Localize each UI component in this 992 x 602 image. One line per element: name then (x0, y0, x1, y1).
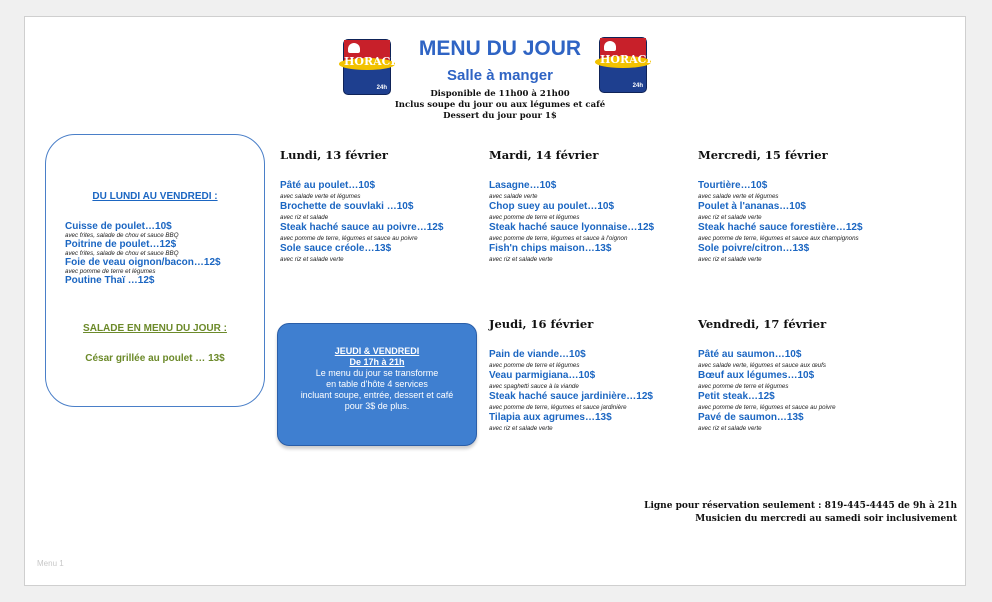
item-description: avec riz et salade verte (489, 425, 553, 432)
menu-title: MENU DU JOUR (418, 37, 582, 60)
item-description: avec pomme de terre, légumes et sauce au poivre (698, 404, 836, 411)
special-text: incluant soupe, entrée, dessert et café (300, 390, 454, 400)
dessert-line: Dessert du jour pour 1$ (443, 111, 557, 121)
hours-line: Disponible de 11h00 à 21h00 (430, 89, 570, 99)
list-item: Fish'n chips maison…13$ (489, 243, 612, 254)
list-item: Pain de viande…10$ (489, 349, 586, 360)
salad-heading: SALADE EN MENU DU JOUR : (83, 323, 227, 334)
list-item: Sole poivre/citron…13$ (698, 243, 810, 254)
special-text: Le menu du jour se transforme (315, 368, 439, 378)
list-item: Poitrine de poulet…12$ (65, 239, 177, 250)
item-description: avec riz et salade verte (280, 256, 344, 263)
list-item: Chop suey au poulet…10$ (489, 201, 615, 212)
item-description: avec pomme de terre et légumes (489, 214, 580, 221)
list-item: Tilapia aux agrumes…13$ (489, 412, 612, 423)
restaurant-logo-right: HORACE 24h (599, 37, 647, 93)
list-item: Veau parmigiana…10$ (489, 370, 596, 381)
item-description: avec spaghetti sauce à la viande (489, 383, 579, 390)
item-description: avec riz et salade verte (698, 256, 762, 263)
item-description: avec riz et salade verte (489, 256, 553, 263)
reservation-line: Ligne pour réservation seulement : 819-445-4445 de 9h à 21h (644, 501, 957, 511)
day-menu-tuesday (489, 180, 689, 264)
item-description: avec salade verte et légumes (280, 193, 361, 200)
day-menu-thursday (489, 349, 689, 433)
item-description: avec pomme de terre, légumes et sauce à l'oignon (489, 235, 628, 242)
item-description: avec salade verte (489, 193, 538, 200)
list-item: Steak haché sauce forestière…12$ (698, 222, 863, 233)
day-menu-wednesday (698, 180, 898, 264)
page-label: Menu 1 (37, 559, 64, 568)
day-title-wednesday: Mercredi, 15 février (698, 148, 828, 162)
list-item: Cuisse de poulet…10$ (65, 221, 172, 232)
special-hours: De 17h à 21h (349, 357, 405, 367)
day-title-tuesday: Mardi, 14 février (489, 148, 599, 162)
musician-line: Musicien du mercredi au samedi soir inclusivement (695, 514, 957, 524)
menu-subtitle: Salle à manger (447, 67, 553, 84)
list-item: Bœuf aux légumes…10$ (698, 370, 815, 381)
item-description: avec pomme de terre, légumes et sauce au poivre (280, 235, 418, 242)
included-line: Inclus soupe du jour ou aux légumes et café (394, 100, 606, 110)
item-description: avec salade verte et légumes (698, 193, 779, 200)
special-text: pour 3$ de plus. (344, 401, 410, 411)
list-item: Sole sauce créole…13$ (280, 243, 392, 254)
item-description: avec frites, salade de chou et sauce BBQ (65, 250, 179, 257)
weekday-heading: DU LUNDI AU VENDREDI : (92, 191, 218, 202)
table-dhote-box (277, 323, 477, 446)
day-menu-friday (698, 349, 898, 433)
list-item: Foie de veau oignon/bacon…12$ (65, 257, 221, 268)
list-item: Poulet à l'ananas…10$ (698, 201, 806, 212)
item-description: avec pomme de terre, légumes et sauce jardinière (489, 404, 627, 411)
list-item: Pavé de saumon…13$ (698, 412, 804, 423)
item-description: avec salade verte, légumes et sauce aux œufs (698, 362, 826, 369)
restaurant-logo-left: HORACE 24h (343, 39, 391, 95)
list-item: Tourtière…10$ (698, 180, 768, 191)
list-item: Lasagne…10$ (489, 180, 557, 191)
day-title-monday: Lundi, 13 février (280, 148, 388, 162)
day-menu-monday (280, 180, 480, 264)
item-description: avec pomme de terre et légumes (489, 362, 580, 369)
list-item: Pâté au saumon…10$ (698, 349, 802, 360)
salad-item: César grillée au poulet … 13$ (85, 353, 225, 364)
day-title-friday: Vendredi, 17 février (698, 317, 827, 331)
list-item: Brochette de souvlaki …10$ (280, 201, 414, 212)
weekday-items (65, 221, 265, 286)
list-item: Pâté au poulet…10$ (280, 180, 376, 191)
list-item: Petit steak…12$ (698, 391, 775, 402)
item-description: avec riz et salade verte (698, 214, 762, 221)
list-item: Steak haché sauce jardinière…12$ (489, 391, 653, 402)
item-description: avec pomme de terre et légumes (698, 383, 789, 390)
list-item: Steak haché sauce au poivre…12$ (280, 222, 444, 233)
item-description: avec pomme de terre, légumes et sauce aux champignons (698, 235, 859, 242)
item-description: avec frites, salade de chou et sauce BBQ (65, 232, 179, 239)
item-description: avec pomme de terre et légumes (65, 268, 156, 275)
day-title-thursday: Jeudi, 16 février (489, 317, 594, 331)
item-description: avec riz et salade (280, 214, 329, 221)
item-description: avec riz et salade verte (698, 425, 762, 432)
list-item: Steak haché sauce lyonnaise…12$ (489, 222, 655, 233)
menu-page (24, 16, 966, 586)
list-item: Poutine Thaï …12$ (65, 275, 155, 286)
special-days: JEUDI & VENDREDI (334, 346, 420, 356)
special-text: en table d'hôte 4 services (326, 379, 428, 389)
